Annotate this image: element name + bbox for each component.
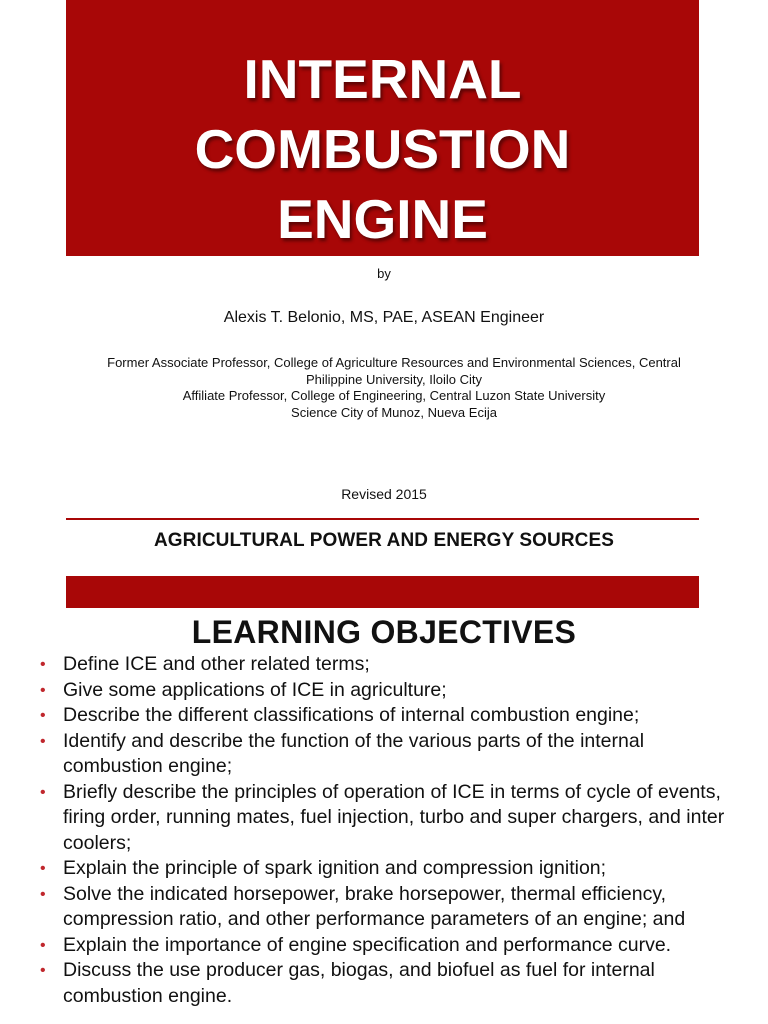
revision-note: Revised 2015	[341, 486, 427, 502]
bullet-icon: •	[40, 707, 46, 724]
bullet-icon: •	[40, 783, 46, 801]
section-band	[66, 576, 699, 608]
affiliation-line: Former Associate Professor, College of Agriculture Resources and Environmental Sciences, Central	[107, 355, 681, 370]
by-label: by	[377, 266, 391, 281]
objectives-heading: LEARNING OBJECTIVES	[191, 614, 577, 650]
section-divider	[66, 518, 699, 520]
course-title: AGRICULTURAL POWER AND ENERGY SOURCES	[153, 530, 615, 551]
objective-item	[38, 933, 738, 959]
bullet-icon: •	[40, 962, 46, 979]
objective-text: Identify and describe the function of the various parts of the internal combustion engine;	[63, 729, 645, 777]
objective-text: Define ICE and other related terms;	[63, 653, 370, 675]
objective-item	[38, 652, 738, 678]
objective-item	[38, 958, 738, 1009]
title-banner	[66, 0, 699, 256]
objective-text: Solve the indicated horsepower, brake horsepower, thermal efficiency, compression ratio, and other performance parameters of an engine; and	[63, 882, 686, 930]
objective-item	[38, 678, 738, 704]
author-name: Alexis T. Belonio, MS, PAE, ASEAN Engineer	[223, 309, 545, 326]
title-line: ENGINE	[277, 188, 488, 250]
objective-text: Describe the different classifications of internal combustion engine;	[63, 704, 640, 726]
bullet-icon: •	[40, 656, 46, 673]
bullet-icon: •	[40, 860, 46, 877]
affiliation-line: Science City of Munoz, Nueva Ecija	[291, 404, 497, 420]
document-title	[66, 44, 699, 254]
title-line: COMBUSTION	[194, 118, 571, 180]
bullet-icon: •	[40, 681, 46, 699]
objective-text: Briefly describe the principles of operation of ICE in terms of cycle of events, firing order, running mates, fuel injection, turbo and super chargers, and inter coolers;	[63, 780, 725, 854]
objective-item	[38, 729, 738, 780]
objective-item	[38, 856, 738, 882]
bullet-icon: •	[40, 732, 46, 750]
objective-item	[38, 780, 738, 857]
objective-text: Explain the importance of engine specification and performance curve.	[63, 933, 672, 956]
objective-item	[38, 882, 738, 933]
affiliation-line: Affiliate Professor, College of Engineering, Central Luzon State University	[182, 388, 606, 403]
objective-text: Give some applications of ICE in agriculture;	[63, 678, 447, 701]
objectives-list	[38, 652, 738, 1009]
title-line: INTERNAL	[243, 48, 522, 110]
bullet-icon: •	[40, 936, 46, 954]
objective-text: Discuss the use producer gas, biogas, and biofuel as fuel for internal combustion engine.	[63, 959, 655, 1007]
bullet-icon: •	[40, 885, 46, 903]
objective-text: Explain the principle of spark ignition and compression ignition;	[63, 857, 607, 879]
affiliation-line: Philippine University, Iloilo City	[305, 371, 483, 387]
author-affiliation	[80, 355, 708, 421]
objective-item	[38, 703, 738, 729]
